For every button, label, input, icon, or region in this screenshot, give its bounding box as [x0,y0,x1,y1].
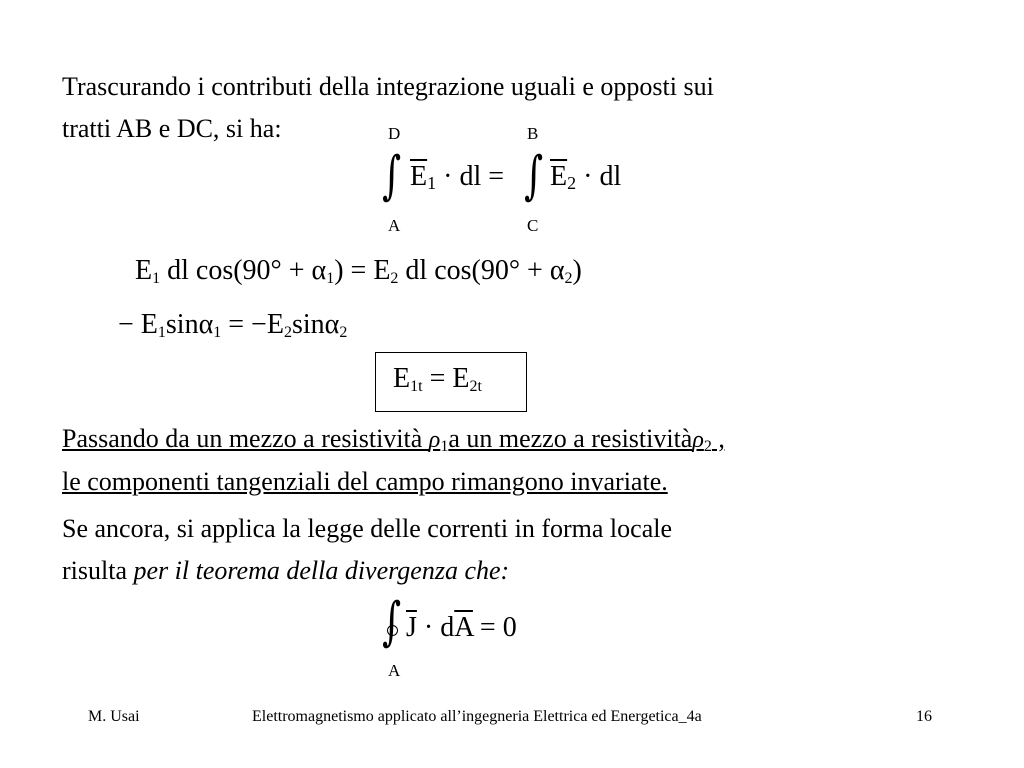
integral-sign: ∫ [524,146,544,206]
vector-e2: $\overline{E}$ [550,161,568,192]
closed-surface-icon [387,625,398,636]
footer-title: Elettromagnetismo applicato all’ingegneria Elettrica ed Energetica_4a [252,708,702,725]
vector-j: $\overline{J}$ [406,612,417,643]
limit-upper: B [527,124,539,143]
equation-cos: $E_1$ dl $\cos(90^\circ + \alpha_1) = E_2$ dl $\cos(90^\circ + \alpha_2)$ [135,255,582,287]
vector-a: $\overline{A}$ [454,612,473,643]
integral-sign: ∫ [382,146,402,206]
text-line: tratti AB e DC, si ha: [62,114,282,143]
text-line: le componenti tangenziali del campo rimangono invariate. [62,467,668,496]
slide: Trascurando i contributi della integrazione uguali e opposti sui tratti AB e DC, si ha: D A ∫ $\overline{E}_1$ · dl = B C ∫ $\overline{E}_2$ · dl $E_1$ dl $\cos(90^\circ + \alpha_1) = E_2$ dl $\cos(90^\circ + \alpha_2)$ − $E_1\sin\alpha_1 = -E_2\sin\alpha_2$ $E_{1t} = E_{2t}$ Passando da un mezzo a resistività $\rho_1a$ un mezzo a resistivitàρ$_2$ , le componenti tangenziali del campo rimangono invariate. Se ancora, si applica la legge delle correnti in forma locale risulta per il teorema della divergenza che: ∫ A $\overline{J} \cdot d\overline{A} = 0$ M. Usai Elettromagnetismo applicato all’ingegneria Elettrica ed Energetica_4a 16 [0,0,1024,768]
text-line: Se ancora, si applica la legge delle correnti in forma locale [62,514,672,543]
vector-dl: dl [459,161,482,192]
rho-2: ρ [692,427,704,453]
footer-author: M. Usai [88,708,140,725]
equation-result: $E_{1t} = E_{2t}$ [393,363,482,395]
text-line: risulta per il teorema della divergenza che: [62,556,510,585]
text-line: Passando da un mezzo a resistività $\rho_1a$ un mezzo a resistivitàρ$_2$ , [62,424,725,455]
limit-upper: D [388,124,401,143]
limit-lower: C [527,216,539,235]
rho-1: ρ [428,427,441,453]
limit-lower: A [388,216,401,235]
closed-integral-sign: ∫ [382,592,402,652]
footer-page-number: 16 [916,708,932,725]
vector-e1: $\overline{E}$ [410,161,428,192]
equation-sin: − $E_1\sin\alpha_1 = -E_2\sin\alpha_2$ [118,309,348,341]
text-line: Trascurando i contributi della integrazione uguali e opposti sui [62,72,714,101]
